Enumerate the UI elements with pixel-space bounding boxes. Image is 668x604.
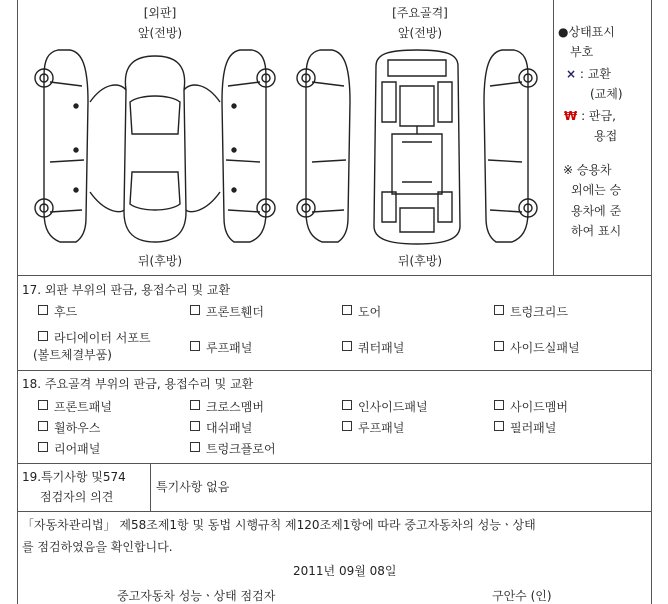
frame-title: [주요골격]: [392, 6, 448, 20]
exterior-car-diagram: [30, 42, 280, 252]
legend-divider: [553, 0, 554, 275]
frame-rear-label: 뒤(후방): [397, 254, 443, 268]
checkbox-roof-panel[interactable]: 루프패널: [190, 341, 252, 355]
inspector-name: 구안수 (인): [492, 589, 552, 603]
checkbox-icon[interactable]: [494, 421, 504, 431]
exterior-title: [외판]: [143, 6, 177, 20]
exterior-rear-label: 뒤(후방): [137, 254, 183, 268]
checkbox-icon[interactable]: [494, 400, 504, 410]
checkbox-inside-panel[interactable]: 인사이드패널: [342, 400, 428, 414]
checkbox-dash-panel[interactable]: 대쉬패널: [190, 421, 252, 435]
checkbox-icon[interactable]: [38, 442, 48, 452]
checkbox-roof-panel-frame[interactable]: 루프패널: [342, 421, 404, 435]
checkbox-icon[interactable]: [38, 331, 48, 341]
checkbox-icon[interactable]: [190, 305, 200, 315]
exterior-top-view-outline: [124, 56, 186, 242]
divider-cert: [17, 511, 651, 512]
certification-line-1: 「자동차관리법」 제58조제1항 및 동법 시행규칙 제120조제1항에 따라 중고자동차의 성능ㆍ상태: [22, 518, 536, 532]
checkbox-icon[interactable]: [38, 421, 48, 431]
checkbox-wheel-house[interactable]: 휠하우스: [38, 421, 100, 435]
frame-front-label: 앞(전방): [397, 26, 443, 40]
checkbox-icon[interactable]: [342, 421, 352, 431]
inspector-label: 중고자동차 성능ㆍ상태 점검자: [117, 589, 276, 603]
checkbox-icon[interactable]: [494, 341, 504, 351]
divider-19: [17, 463, 651, 464]
checkbox-quarter-panel[interactable]: 쿼터패널: [342, 341, 404, 355]
checkbox-rear-panel[interactable]: 리어패널: [38, 442, 100, 456]
checkbox-side-sill-panel[interactable]: 사이드실패널: [494, 341, 580, 355]
checkbox-radiator-support[interactable]: 라디에이터 서포트: [38, 331, 151, 345]
section19-value: 특기사항 없음: [156, 480, 230, 494]
legend-exchange-2: (교체): [590, 87, 623, 101]
frame-car-diagram: [292, 42, 542, 252]
checkbox-icon[interactable]: [38, 305, 48, 315]
legend-note-2: 외에는 승: [571, 183, 622, 197]
legend-sheet-metal-2: 용접: [594, 129, 618, 143]
checkbox-icon[interactable]: [342, 400, 352, 410]
checkbox-cross-member[interactable]: 크로스멤버: [190, 400, 264, 414]
checkbox-trunk-floor[interactable]: 트렁크플로어: [190, 442, 276, 456]
legend-note-1: ※ 승용차: [563, 163, 612, 177]
bullet-icon: ●: [558, 25, 569, 39]
section17-title: 17. 외판 부위의 판금, 용접수리 및 교환: [22, 283, 231, 297]
divider-19-col: [150, 463, 151, 511]
section18-title: 18. 주요골격 부위의 판금, 용접수리 및 교환: [22, 377, 254, 391]
checkbox-icon[interactable]: [190, 400, 200, 410]
section19-label-1: 19.특기사항 및574: [22, 470, 126, 484]
checkbox-side-member[interactable]: 사이드멤버: [494, 400, 568, 414]
checkbox-icon[interactable]: [38, 400, 48, 410]
checkbox-front-panel[interactable]: 프론트패널: [38, 400, 112, 414]
checkbox-icon[interactable]: [342, 341, 352, 351]
legend-exchange: × : 교환: [566, 67, 611, 81]
frame-chassis-outline: [374, 50, 460, 244]
legend-sheet-metal: ₩ : 판금,: [564, 109, 616, 123]
radiator-support-subtext: (볼트체결부품): [33, 348, 112, 362]
checkbox-hood[interactable]: 후드: [38, 305, 77, 319]
won-sign-icon: ₩: [564, 109, 578, 123]
checkbox-icon[interactable]: [190, 442, 200, 452]
checkbox-icon[interactable]: [494, 305, 504, 315]
legend-title: ●상태표시: [558, 25, 615, 39]
exchange-x-icon: ×: [566, 67, 577, 81]
exterior-front-label: 앞(전방): [137, 26, 183, 40]
divider-17: [17, 275, 651, 276]
checkbox-pillar-panel[interactable]: 필러패널: [494, 421, 556, 435]
checkbox-icon[interactable]: [190, 421, 200, 431]
legend-title-2: 부호: [570, 45, 594, 59]
legend-note-4: 하여 표시: [571, 224, 622, 238]
legend-note-3: 용차에 준: [571, 204, 622, 218]
certification-date: 2011년 09월 08일: [293, 564, 397, 578]
checkbox-door[interactable]: 도어: [342, 305, 381, 319]
checkbox-trunk-lid[interactable]: 트렁크리드: [494, 305, 568, 319]
checkbox-front-fender[interactable]: 프론트휀더: [190, 305, 264, 319]
checkbox-icon[interactable]: [342, 305, 352, 315]
divider-18: [17, 370, 651, 371]
certification-line-2: 를 점검하였음을 확인합니다.: [22, 540, 173, 554]
checkbox-icon[interactable]: [190, 341, 200, 351]
section19-label-2: 점검자의 의견: [40, 490, 114, 504]
